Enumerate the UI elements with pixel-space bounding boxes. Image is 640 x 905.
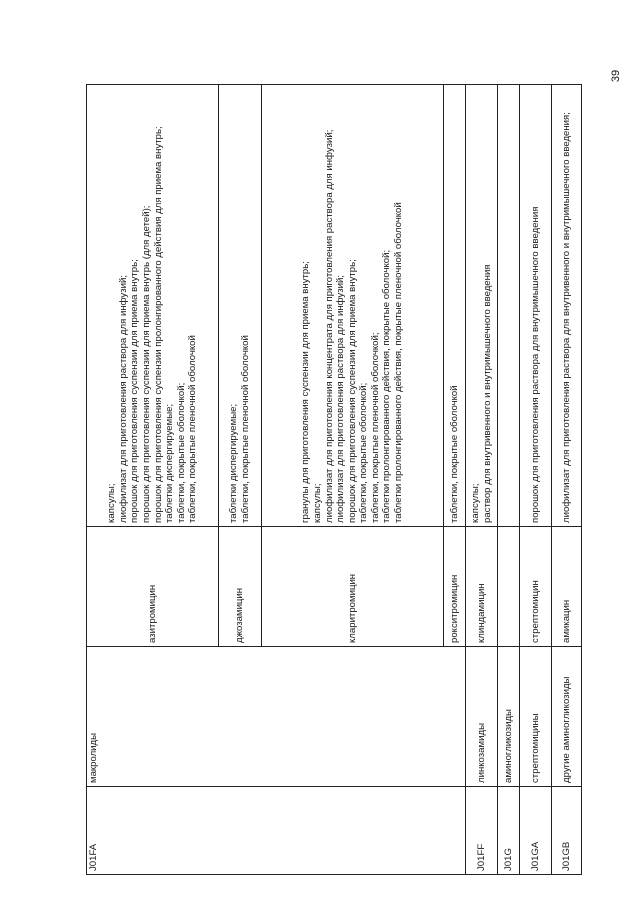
table-row: [552, 85, 582, 875]
group-name: стрептомицины: [520, 647, 552, 787]
drug-name: джозамицин: [219, 527, 262, 647]
dosage-forms: [520, 85, 552, 527]
dosage-form-line: капсулы;: [469, 483, 481, 523]
table-row: [498, 85, 520, 875]
dosage-forms: [444, 85, 466, 527]
atc-code: J01GB: [552, 787, 582, 875]
dosage-form-line: капсулы;: [311, 483, 323, 523]
group-name: макролиды: [87, 647, 466, 787]
table-row: [87, 85, 219, 875]
drug-name: амикацин: [552, 527, 582, 647]
drug-name: стрептомицин: [520, 527, 552, 647]
dosage-form-line: таблетки, покрытые оболочкой: [448, 385, 460, 523]
page-number: 39: [609, 69, 622, 83]
dosage-forms: [498, 85, 520, 527]
group-name: аминогликозиды: [498, 647, 520, 787]
atc-code: J01GA: [520, 787, 552, 875]
table-row: [466, 85, 498, 875]
rotated-page-content: [86, 85, 581, 875]
drug-name: кларитромицин: [262, 527, 444, 647]
dosage-form-line: порошок для приготовления суспензии для приема внутрь;: [346, 259, 358, 523]
dosage-forms: [262, 85, 444, 527]
table-row: [520, 85, 552, 875]
atc-code: J01FA: [87, 787, 466, 875]
atc-code: J01FF: [466, 787, 498, 875]
drug-table: [86, 84, 582, 875]
dosage-form-line: порошок для приготовления суспензии для приема внутрь (для детей);: [140, 205, 152, 523]
dosage-form-line: порошок для приготовления суспензии для приема внутрь;: [129, 259, 141, 523]
dosage-form-line: таблетки диспергируемые;: [164, 403, 176, 523]
dosage-form-line: лиофилизат для приготовления раствора для инфузий;: [335, 275, 347, 523]
group-name: линкозамиды: [466, 647, 498, 787]
dosage-form-line: лиофилизат для приготовления раствора для внутривенного и внутримышечного введения;: [560, 112, 572, 523]
dosage-form-line: капсулы;: [106, 483, 118, 523]
dosage-form-line: таблетки, покрытые пленочной оболочкой: [187, 335, 199, 523]
dosage-form-line: порошок для приготовления раствора для внутримышечного введения: [529, 206, 541, 523]
dosage-form-line: лиофилизат для приготовления раствора для инфузий;: [117, 275, 129, 523]
dosage-forms: [466, 85, 498, 527]
drug-name: [498, 527, 520, 647]
atc-code: J01G: [498, 787, 520, 875]
dosage-forms: [552, 85, 582, 527]
dosage-forms: [219, 85, 262, 527]
drug-name: азитромицин: [87, 527, 219, 647]
dosage-form-line: таблетки диспергируемые;: [228, 403, 240, 523]
drug-name: рокситромицин: [444, 527, 466, 647]
drug-name: клиндамицин: [466, 527, 498, 647]
dosage-form-line: таблетки пролонгированного действия, покрытые оболочкой;: [381, 249, 393, 523]
dosage-form-line: раствор для внутривенного и внутримышечного введения: [481, 264, 493, 523]
dosage-form-line: таблетки, покрытые пленочной оболочкой;: [369, 332, 381, 523]
group-name: другие аминогликозиды: [552, 647, 582, 787]
dosage-form-line: порошок для приготовления суспензии пролонгированного действия для приема внутрь;: [152, 126, 164, 523]
dosage-form-line: таблетки, покрытые пленочной оболочкой: [240, 335, 251, 523]
dosage-forms: [87, 85, 219, 527]
dosage-form-line: гранулы для приготовления суспензии для приема внутрь;: [300, 261, 312, 523]
dosage-form-line: таблетки, покрытые оболочкой;: [175, 382, 187, 523]
dosage-form-line: таблетки пролонгированного действия, покрытые пленочной оболочкой: [393, 202, 405, 523]
dosage-form-line: таблетки, покрытые оболочкой;: [358, 382, 370, 523]
dosage-form-line: лиофилизат для приготовления концентрата для приготовления раствора для инфузий;: [323, 129, 335, 523]
